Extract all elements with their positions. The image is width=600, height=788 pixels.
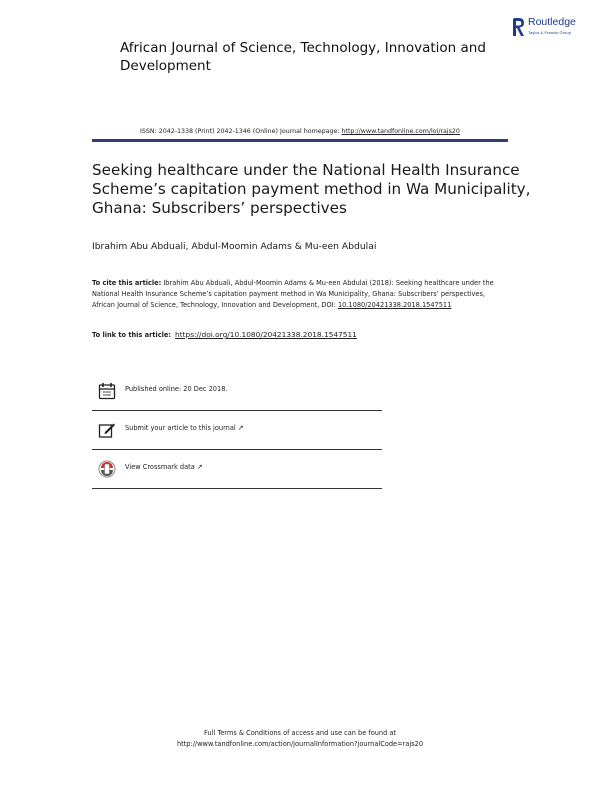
journal-title: African Journal of Science, Technology, Innovation and Development — [120, 40, 486, 74]
link-label: To link to this article: — [92, 331, 172, 339]
published-row — [92, 372, 382, 411]
crossmark-row[interactable] — [92, 450, 382, 489]
footer-terms-url[interactable]: http://www.tandfonline.com/action/journalInformation?journalCode=rajs20 — [176, 740, 424, 748]
citation-label: To cite this article: — [92, 279, 162, 287]
edit-icon — [98, 421, 116, 439]
submit-article-text: Submit your article to this journal — [125, 424, 236, 432]
routledge-r-icon — [511, 16, 526, 38]
crossmark-icon — [98, 460, 116, 478]
article-title: Seeking healthcare under the National Health Insurance Scheme’s capitation payment method in Wa Municipality, Ghana: Subscribers’ perspectives — [92, 161, 531, 217]
publisher-name: Routledge — [528, 16, 576, 28]
published-date: Published online: 20 Dec 2018. — [125, 385, 228, 393]
journal-homepage-link[interactable]: http://www.tandfonline.com/loi/rajs20 — [341, 128, 460, 135]
crossmark-link[interactable] — [125, 463, 203, 471]
external-link-icon: ↗ — [196, 463, 203, 471]
crossmark-text: View Crossmark data — [125, 463, 195, 471]
external-link-icon: ↗ — [237, 424, 244, 432]
footer — [0, 728, 600, 750]
article-authors: Ibrahim Abu Abduali, Abdul-Moomin Adams & Mu-een Abdulai — [92, 241, 377, 252]
issn-text: ISSN: 2042-1338 (Print) 2042-1346 (Online) Journal homepage: — [140, 128, 342, 135]
publisher-tagline: Taylor & Francis Group — [528, 30, 572, 35]
footer-terms-text: Full Terms & Conditions of access and use can be found at — [203, 729, 397, 737]
submit-article-row[interactable] — [92, 411, 382, 450]
article-doi-url[interactable]: https://doi.org/10.1080/20421338.2018.1547511 — [175, 330, 357, 339]
citation-text: Ibrahim Abu Abduali, Abdul-Moomin Adams & Mu-een Abdulai (2018): Seeking healthcare under the National Health Insurance Scheme’s capitation payment method in Wa Municipality, Ghana: Subscribers’ perspectives, African Journal of Science, Technology, Innovation and Development, DOI: — [92, 279, 494, 309]
issn-line — [0, 128, 600, 135]
publisher-logo[interactable] — [511, 16, 591, 42]
calendar-icon — [98, 382, 116, 400]
citation-block — [92, 278, 508, 310]
article-link-line — [92, 330, 508, 339]
citation-doi-link[interactable]: 10.1080/20421338.2018.1547511 — [337, 300, 452, 309]
header-divider — [92, 139, 508, 142]
submit-article-link[interactable] — [125, 424, 244, 432]
